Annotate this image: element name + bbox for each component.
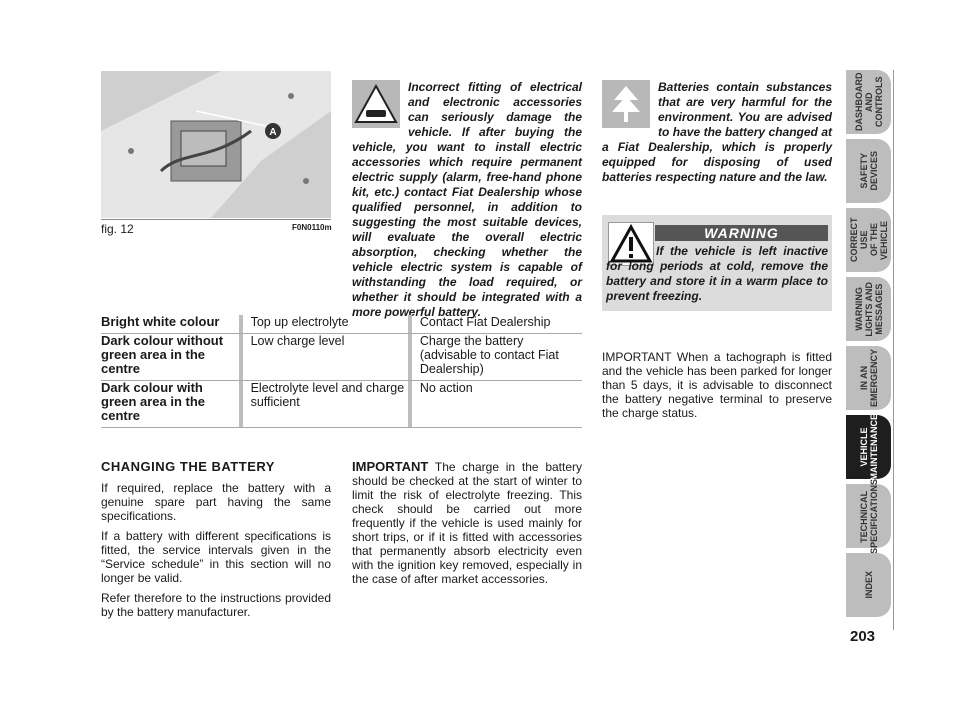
paragraph: If a battery with different specifications is fitted, the service intervals given in the “Service schedule” in this section will no longer be valid. xyxy=(101,529,331,585)
table-cell-action: Charge the battery (advisable to contact Fiat Dealership) xyxy=(408,334,582,380)
warning-text xyxy=(606,244,828,304)
callout-a-label: A xyxy=(269,127,277,138)
figure-caption: fig. 12 xyxy=(101,222,134,236)
table-cell-meaning: Electrolyte level and charge sufficient xyxy=(239,381,408,427)
tab-index[interactable]: INDEX xyxy=(846,553,891,617)
tab-dashboard[interactable]: DASHBOARD AND CONTROLS xyxy=(846,70,891,134)
table-cell-meaning: Top up electrolyte xyxy=(239,315,408,333)
tab-maintenance[interactable]: VEHICLE MAINTENANCE xyxy=(846,415,891,479)
tab-correct-use[interactable]: CORRECT USE OF THE VEHICLE xyxy=(846,208,891,272)
table-row xyxy=(101,381,582,428)
tab-divider xyxy=(893,70,894,630)
important-label: IMPORTANT xyxy=(352,459,429,474)
table-row xyxy=(101,334,582,381)
paragraph: The charge in the battery should be checked at the start of winter to limit the risk of electrolyte freezing. This check should be carried out more frequently if the vehicle is used mainly for short trips, or if it is fitted with accessories that permanently absorb electricity even with the ignition key removed, especially in the case of after market accessories. xyxy=(352,460,582,586)
tab-technical[interactable]: TECHNICAL SPECIFICATIONS xyxy=(846,484,891,548)
tab-warning-lights[interactable]: WARNING LIGHTS AND MESSAGES xyxy=(846,277,891,341)
winter-check-section xyxy=(352,460,582,592)
section-heading: CHANGING THE BATTERY xyxy=(101,459,275,474)
warning-title: WARNING xyxy=(655,225,828,241)
figure-rule xyxy=(101,219,331,220)
warning-text-body: If the vehicle is left inactive for long periods at cold, remove the battery and store it in a warm place to prevent freezing. xyxy=(606,244,828,303)
battery-figure xyxy=(101,71,331,218)
environment-note-text: Batteries contain substances that are very harmful for the environment. You are advised to have the battery changed at a Fiat Dealership, which is properly equipped for disposing of used batteries respecting nature and the law. xyxy=(602,80,832,184)
electrical-accessories-note xyxy=(352,80,582,320)
table-row xyxy=(101,315,582,334)
page-number: 203 xyxy=(850,628,876,645)
tab-emergency[interactable]: IN AN EMERGENCY xyxy=(846,346,891,410)
table-cell-meaning: Low charge level xyxy=(239,334,408,380)
tab-safety[interactable]: SAFETY DEVICES xyxy=(846,139,891,203)
environment-note xyxy=(602,80,832,185)
table-cell-state: Dark colour with green area in the centre xyxy=(101,380,206,423)
changing-battery-section xyxy=(101,460,331,625)
table-cell-action: No action xyxy=(408,381,582,427)
hydrometer-table xyxy=(101,315,582,428)
table-cell-action: Contact Fiat Dealership xyxy=(408,315,582,333)
car-warning-icon xyxy=(352,80,400,128)
table-cell-state: Dark colour without green area in the centre xyxy=(101,333,224,376)
tree-icon xyxy=(602,80,650,128)
tachograph-section xyxy=(602,350,832,426)
paragraph: Refer therefore to the instructions provided by the battery manufacturer. xyxy=(101,591,331,619)
table-cell-state: Bright white colour xyxy=(101,314,220,329)
electrical-note-text: Incorrect fitting of electrical and electronic accessories can seriously damage the vehicle. If after buying the vehicle, you want to install electric accessories which require permanent electric supply (alarm, free-hand phone kit, etc.) contact Fiat Dealership whose qualified personnel, in addition to suggesting the most suitable devices, will evaluate the overall electric absorption, checking whether the vehicle electric system is capable of withstanding the load required, or whether it should be integrated with a more powerful battery. xyxy=(352,80,582,319)
paragraph: If required, replace the battery with a genuine spare part having the same specifications. xyxy=(101,481,331,523)
paragraph: IMPORTANT When a tachograph is fitted and the vehicle has been parked for longer than 5 days, it is advisable to disconnect the battery negative terminal to preserve the charge status. xyxy=(602,350,832,420)
figure-code: F0N0110m xyxy=(292,223,332,232)
